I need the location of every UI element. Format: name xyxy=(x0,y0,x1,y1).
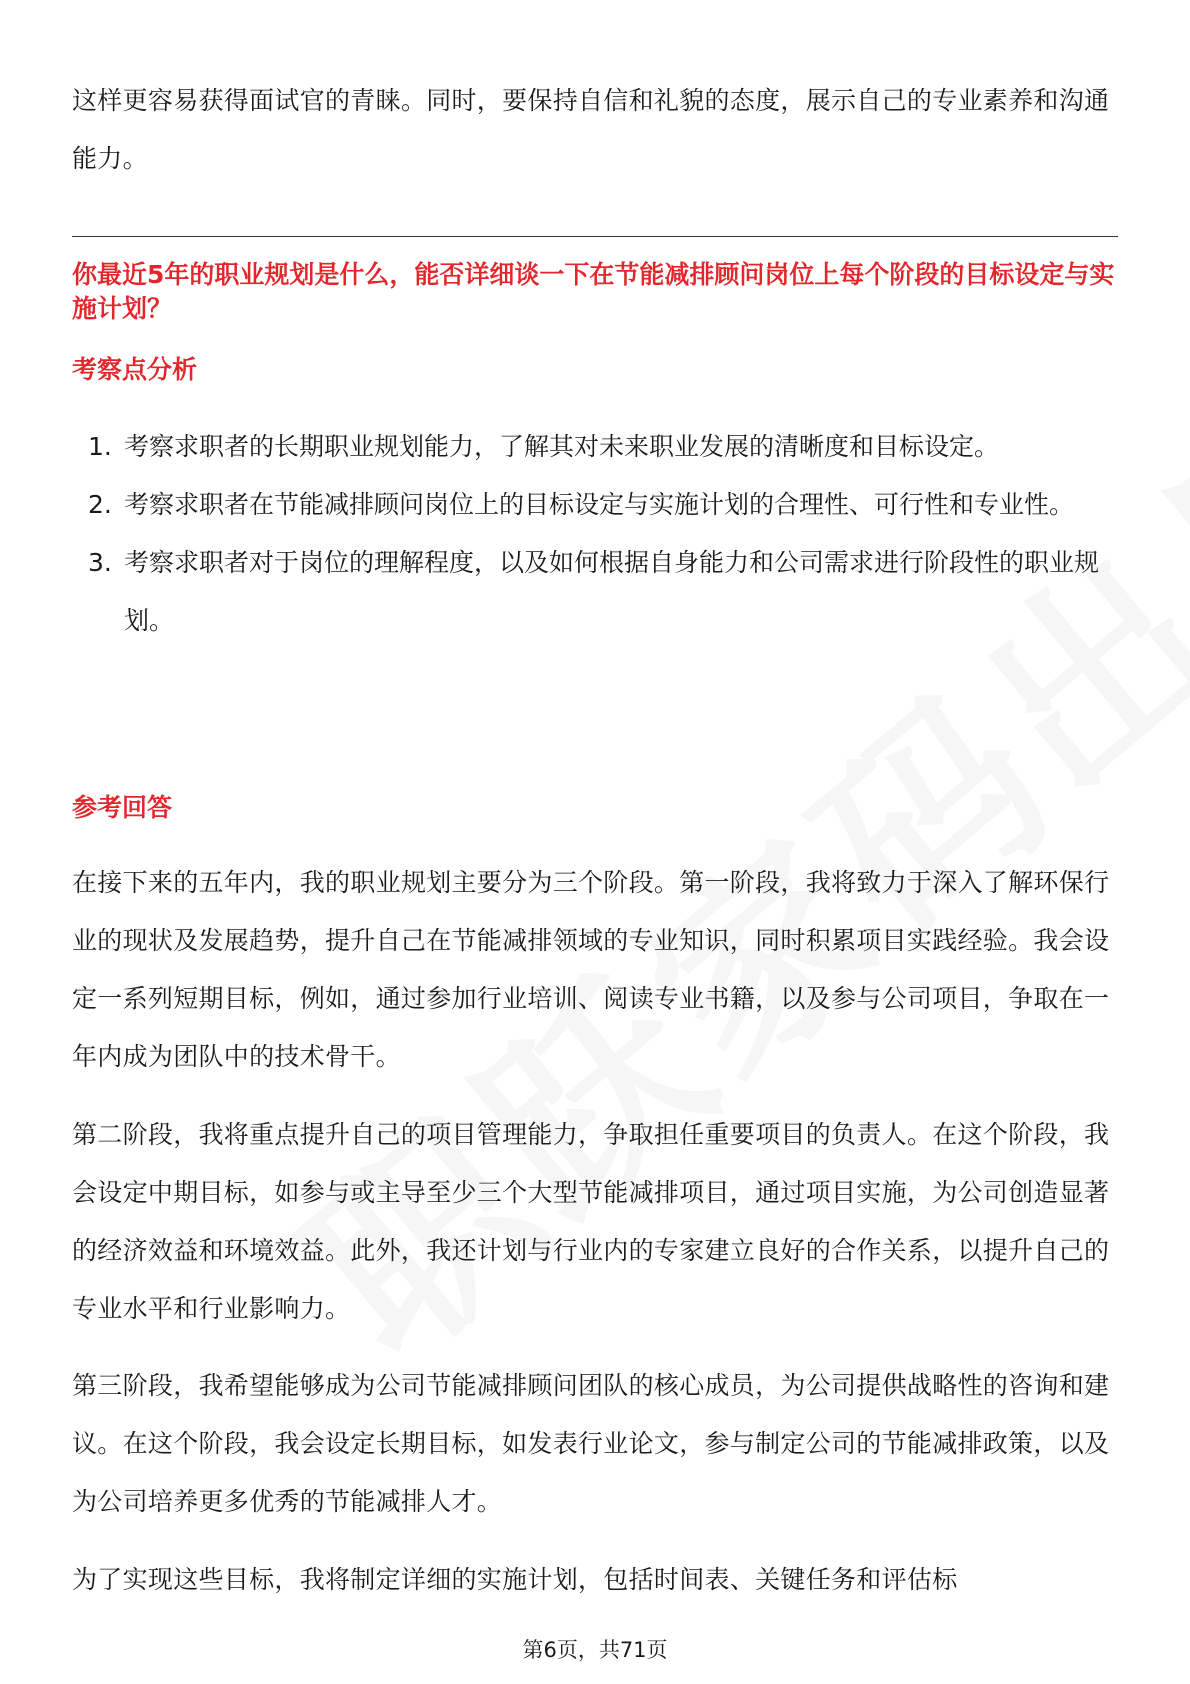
list-item-text: 考察求职者的长期职业规划能力，了解其对未来职业发展的清晰度和目标设定。 xyxy=(124,432,1000,461)
answer-paragraph-text: 第二阶段，我将重点提升自己的项目管理能力，争取担任重要项目的负责人。在这个阶段，我会设定中期目标，如参与或主导至少三个大型节能减排项目，通过项目实施，为公司创造显著的经济效益和环境效益。此外，我还计划与行业内的专家建立良好的合作关系，以提升自己的专业水平和行业影响力。 xyxy=(72,1120,1110,1323)
list-item xyxy=(72,476,1118,534)
intro-paragraph-block xyxy=(72,72,1118,188)
answer-paragraph-text: 第三阶段，我希望能够成为公司节能减排顾问团队的核心成员，为公司提供战略性的咨询和建议。在这个阶段，我会设定长期目标，如发表行业论文，参与制定公司的节能减排政策，以及为公司培养更多优秀的节能减排人才。 xyxy=(72,1371,1110,1516)
list-item-text: 考察求职者在节能减排顾问岗位上的目标设定与实施计划的合理性、可行性和专业性。 xyxy=(124,490,1075,519)
list-item-number: 2. xyxy=(88,490,112,519)
answer-paragraph-text: 在接下来的五年内，我的职业规划主要分为三个阶段。第一阶段，我将致力于深入了解环保行业的现状及发展趋势，提升自己在节能减排领域的专业知识，同时积累项目实践经验。我会设定一系列短期目标，例如，通过参加行业培训、阅读专业书籍，以及参与公司项目，争取在一年内成为团队中的技术骨干。 xyxy=(72,868,1110,1071)
list-item xyxy=(72,418,1118,476)
list-item-text: 考察求职者对于岗位的理解程度，以及如何根据自身能力和公司需求进行阶段性的职业规划。 xyxy=(124,548,1100,635)
page-number-footer: 第6页，共71页 xyxy=(522,1638,668,1662)
analysis-list xyxy=(72,418,1118,650)
answer-paragraph-1 xyxy=(72,854,1118,1086)
list-item-number: 1. xyxy=(88,432,112,461)
question-heading: 你最近5年的职业规划是什么，能否详细谈一下在节能减排顾问岗位上每个阶段的目标设定与实施计划？ xyxy=(72,260,1115,323)
intro-paragraph: 这样更容易获得面试官的青睐。同时，要保持自信和礼貌的态度，展示自己的专业素养和沟通能力。 xyxy=(72,86,1110,173)
answer-paragraph-3 xyxy=(72,1357,1118,1531)
answer-paragraph-2 xyxy=(72,1106,1118,1338)
section-divider xyxy=(72,236,1118,237)
list-item xyxy=(72,534,1118,650)
list-item-number: 3. xyxy=(88,548,112,577)
analysis-heading: 考察点分析 xyxy=(72,355,198,384)
answer-paragraph-4 xyxy=(72,1551,1118,1609)
answer-heading: 参考回答 xyxy=(72,793,173,822)
answer-paragraph-text: 为了实现这些目标，我将制定详细的实施计划，包括时间表、关键任务和评估标 xyxy=(72,1565,958,1594)
